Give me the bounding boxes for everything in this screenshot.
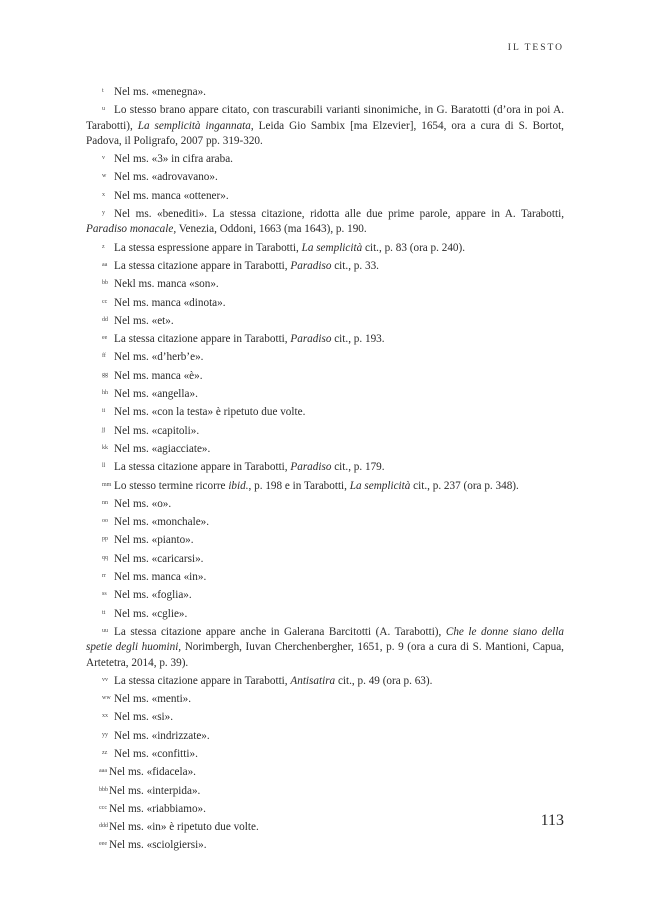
note-marker: y <box>102 210 105 217</box>
note-marker: aa <box>102 261 108 268</box>
note-text: Nel ms. «in» è ripetuto due volte. <box>109 821 259 834</box>
page-number: 113 <box>540 812 564 829</box>
endnote <box>86 258 564 274</box>
endnote <box>86 606 564 622</box>
endnote <box>86 728 564 744</box>
note-text: cit., p. 33. <box>331 259 379 272</box>
note-marker: z <box>102 243 105 250</box>
endnote <box>86 569 564 585</box>
endnote <box>86 331 564 347</box>
note-marker: hh <box>102 390 108 397</box>
note-title-italic: Che le donne siano della spetie degli huomini, <box>86 625 564 654</box>
note-marker: rr <box>102 573 106 580</box>
endnote <box>86 673 564 689</box>
note-text: cit., p. 237 (ora p. 348). <box>410 479 519 492</box>
endnote <box>86 624 564 671</box>
note-text: Nel ms. «adrovavano». <box>114 171 218 184</box>
endnote <box>86 587 564 603</box>
endnote <box>86 313 564 329</box>
note-text: Nel ms. «foglia». <box>114 589 192 602</box>
endnote <box>86 746 564 762</box>
endnote <box>86 459 564 475</box>
endnote <box>86 295 564 311</box>
note-text: cit., p. 49 (ora p. 63). <box>335 674 433 687</box>
endnote <box>86 276 564 292</box>
endnote <box>86 837 564 853</box>
note-text: Lo stesso termine ricorre <box>114 479 229 492</box>
note-text: cit., p. 83 (ora p. 240). <box>362 241 466 254</box>
note-marker: tt <box>102 609 106 616</box>
note-marker: v <box>102 155 105 162</box>
note-marker: vv <box>102 676 108 683</box>
note-marker: t <box>102 88 104 94</box>
note-marker: jj <box>102 426 106 433</box>
note-text: Nel ms. «capitoli». <box>114 424 200 437</box>
note-text: Nel ms. «agiacciate». <box>114 442 211 455</box>
note-marker: bb <box>102 280 108 287</box>
note-marker: x <box>102 191 105 198</box>
endnote <box>86 691 564 707</box>
note-marker: gg <box>102 371 108 378</box>
note-text: Nel ms. «riabbiamo». <box>109 802 206 815</box>
note-text: Venezia, Oddoni, 1663 (ma 1643), p. 190. <box>176 223 367 236</box>
endnote <box>86 404 564 420</box>
note-text: La stessa citazione appare in Tarabotti, <box>114 333 291 346</box>
note-text: Nel ms. «et». <box>114 314 174 327</box>
note-marker: zz <box>102 749 108 756</box>
note-title-italic: Paradiso <box>290 461 332 474</box>
note-text: La stessa citazione appare anche in Galerana Barcitotti (A. Tarabotti), <box>114 625 446 638</box>
note-marker: cc <box>102 298 108 305</box>
note-marker: pp <box>102 536 108 543</box>
note-marker: oo <box>102 518 108 525</box>
note-text: Nel ms. manca «è». <box>114 369 203 382</box>
endnote <box>86 514 564 530</box>
note-text: La stessa citazione appare in Tarabotti, <box>114 461 291 474</box>
note-title-italic: Paradiso <box>290 333 332 346</box>
note-title-italic: ibid. <box>228 479 249 492</box>
note-text: Nel ms. «si». <box>114 711 174 724</box>
note-text: Nel ms. «3» in cifra araba. <box>114 153 233 166</box>
endnote <box>86 84 564 100</box>
note-marker: ee <box>102 335 108 342</box>
note-title-italic: La semplicità <box>349 479 411 492</box>
note-title-italic: Paradiso <box>290 259 332 272</box>
endnote <box>86 102 564 149</box>
note-title-italic: La semplicità ingannata <box>137 119 251 132</box>
note-marker: eee <box>99 841 107 848</box>
note-text: cit., p. 179. <box>331 461 385 474</box>
note-marker: ddd <box>99 823 108 830</box>
note-text: Nekl ms. manca «son». <box>114 278 219 291</box>
endnote <box>86 386 564 402</box>
note-text: Nel ms. «caricarsi». <box>114 552 204 565</box>
note-text: Nel ms. «menti». <box>114 693 192 706</box>
endnote <box>86 368 564 384</box>
endnote <box>86 188 564 204</box>
note-text: cit., p. 193. <box>331 333 385 346</box>
note-text: Nel ms. manca «ottener». <box>114 189 229 202</box>
note-marker: u <box>102 106 105 113</box>
endnote <box>86 240 564 256</box>
note-text: Nel ms. «monchale». <box>114 516 210 529</box>
endnote <box>86 819 564 835</box>
note-text: Nel ms. «cglie». <box>114 607 188 620</box>
endnote <box>86 151 564 167</box>
endnote <box>86 423 564 439</box>
note-text: Nel ms. manca «in». <box>114 571 207 584</box>
running-head: IL TESTO <box>507 43 564 53</box>
note-text: Nel ms. «confitti». <box>114 747 198 760</box>
endnote <box>86 496 564 512</box>
note-text: Nel ms. «con la testa» è ripetuto due volte. <box>114 406 306 419</box>
note-text: Nel ms. «angella». <box>114 388 198 401</box>
note-title-italic: Paradiso monacale, <box>86 223 177 236</box>
note-marker: ccc <box>99 804 107 811</box>
note-marker: dd <box>102 316 108 323</box>
note-text: Nel ms. «d’herb’e». <box>114 351 204 364</box>
note-marker: ww <box>102 695 111 702</box>
note-text: Nel ms. «o». <box>114 497 172 510</box>
note-text: La stessa citazione appare in Tarabotti, <box>114 674 291 687</box>
note-text: Lo stesso brano appare citato, con trascurabili varianti sinonimiche, in G. Baratotti (d’ora in poi A. Tarabotti), <box>86 104 564 132</box>
note-text: Nel ms. «indrizzate». <box>114 729 210 742</box>
endnote <box>86 169 564 185</box>
note-text: Nel ms. «sciolgiersi». <box>109 839 207 852</box>
note-text: Nel ms. «fidacela». <box>109 766 196 779</box>
endnote <box>86 206 564 238</box>
note-title-italic: Antisatira <box>290 674 336 687</box>
note-marker: kk <box>102 444 108 451</box>
note-marker: ll <box>102 463 106 470</box>
note-marker: nn <box>102 499 108 506</box>
note-marker: uu <box>102 627 108 634</box>
endnote <box>86 801 564 817</box>
endnote <box>86 441 564 457</box>
endnote <box>86 783 564 799</box>
note-text: Nel ms. «interpida». <box>109 784 201 797</box>
note-marker: bbb <box>99 786 108 793</box>
note-marker: yy <box>102 731 108 738</box>
endnote <box>86 709 564 725</box>
note-marker: aaa <box>99 768 107 775</box>
note-marker: ss <box>102 591 107 598</box>
note-text: Nel ms. manca «dinota». <box>114 296 226 309</box>
endnote <box>86 532 564 548</box>
note-marker: w <box>102 173 107 180</box>
note-title-italic: La semplicità <box>301 241 363 254</box>
note-text: , Leida Gio Sambix [ma Elzevier], 1654, ora a cura di S. Bortot, Padova, il Poligrafo, 2007 pp. 319-320. <box>86 119 564 147</box>
endnote <box>86 478 564 494</box>
note-text: Norimbergh, Iuvan Cherchenbergher, 1651, p. 9 (ora a cura di S. Mantioni, Capua, Artetetra, 2014, p. 39). <box>86 641 564 669</box>
endnotes-list <box>86 84 564 856</box>
note-text: La stessa citazione appare in Tarabotti, <box>114 259 291 272</box>
endnote <box>86 551 564 567</box>
endnote <box>86 764 564 780</box>
note-text: , p. 198 e in Tarabotti, <box>248 479 350 492</box>
note-text: Nel ms. «pianto». <box>114 534 194 547</box>
note-marker: xx <box>102 713 108 720</box>
note-marker: ii <box>102 408 106 415</box>
note-text: Nel ms. «benediti». La stessa citazione, ridotta alle due prime parole, appare in A. Tarabotti, <box>114 208 564 221</box>
note-marker: ff <box>102 353 106 360</box>
endnote <box>86 349 564 365</box>
note-marker: mm <box>102 481 112 488</box>
note-text: Nel ms. «menegna». <box>114 86 206 98</box>
note-marker: qq <box>102 554 108 561</box>
note-text: La stessa espressione appare in Tarabotti, <box>114 241 302 254</box>
